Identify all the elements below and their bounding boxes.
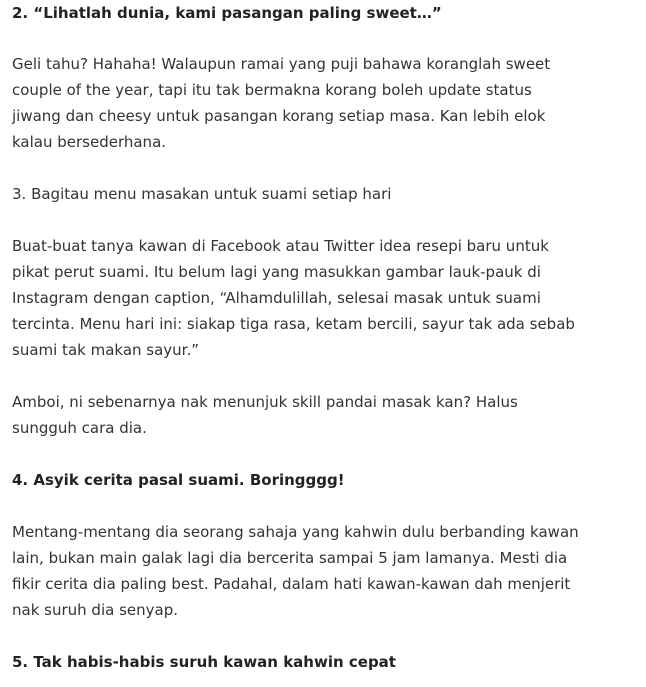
paragraph-line: Buat-buat tanya kawan di Facebook atau Twitter idea resepi baru untuk — [12, 237, 549, 255]
section-heading-5 — [12, 649, 396, 675]
paragraph-1 — [12, 51, 550, 155]
paragraph-line: Instagram dengan caption, “Alhamdulillah, selesai masak untuk suami — [12, 289, 541, 307]
heading-text: 2. “Lihatlah dunia, kami pasangan paling sweet…” — [12, 4, 442, 22]
paragraph-line: sungguh cara dia. — [12, 419, 147, 437]
section-heading-3 — [12, 181, 391, 207]
paragraph-line: jiwang dan cheesy untuk pasangan korang setiap masa. Kan lebih elok — [12, 107, 546, 125]
heading-text: 4. Asyik cerita pasal suami. Boringggg! — [12, 471, 345, 489]
paragraph-line: tercinta. Menu hari ini: siakap tiga rasa, ketam bercili, sayur tak ada sebab — [12, 315, 575, 333]
paragraph-line: Geli tahu? Hahaha! Walaupun ramai yang puji bahawa koranglah sweet — [12, 55, 551, 73]
paragraph-line: fikir cerita dia paling best. Padahal, dalam hati kawan-kawan dah menjerit — [12, 575, 571, 593]
paragraph-line: nak suruh dia senyap. — [12, 601, 178, 619]
paragraph-line: Amboi, ni sebenarnya nak menunjuk skill pandai masak kan? Halus — [12, 393, 518, 411]
section-heading-2 — [12, 0, 442, 26]
paragraph-line: Mentang-mentang dia seorang sahaja yang kahwin dulu berbanding kawan — [12, 523, 579, 541]
paragraph-4 — [12, 519, 579, 623]
heading-text: 5. Tak habis-habis suruh kawan kahwin cepat — [12, 653, 396, 671]
heading-text: 3. Bagitau menu masakan untuk suami setiap hari — [12, 185, 392, 203]
paragraph-line: couple of the year, tapi itu tak bermakna korang boleh update status — [12, 81, 532, 99]
paragraph-3 — [12, 389, 518, 441]
paragraph-line: suami tak makan sayur.” — [12, 341, 200, 359]
paragraph-line: kalau bersederhana. — [12, 133, 167, 151]
section-heading-4 — [12, 467, 345, 493]
paragraph-line: lain, bukan main galak lagi dia bercerita sampai 5 jam lamanya. Mesti dia — [12, 549, 568, 567]
paragraph-line: pikat perut suami. Itu belum lagi yang masukkan gambar lauk-pauk di — [12, 263, 541, 281]
paragraph-2 — [12, 233, 575, 363]
